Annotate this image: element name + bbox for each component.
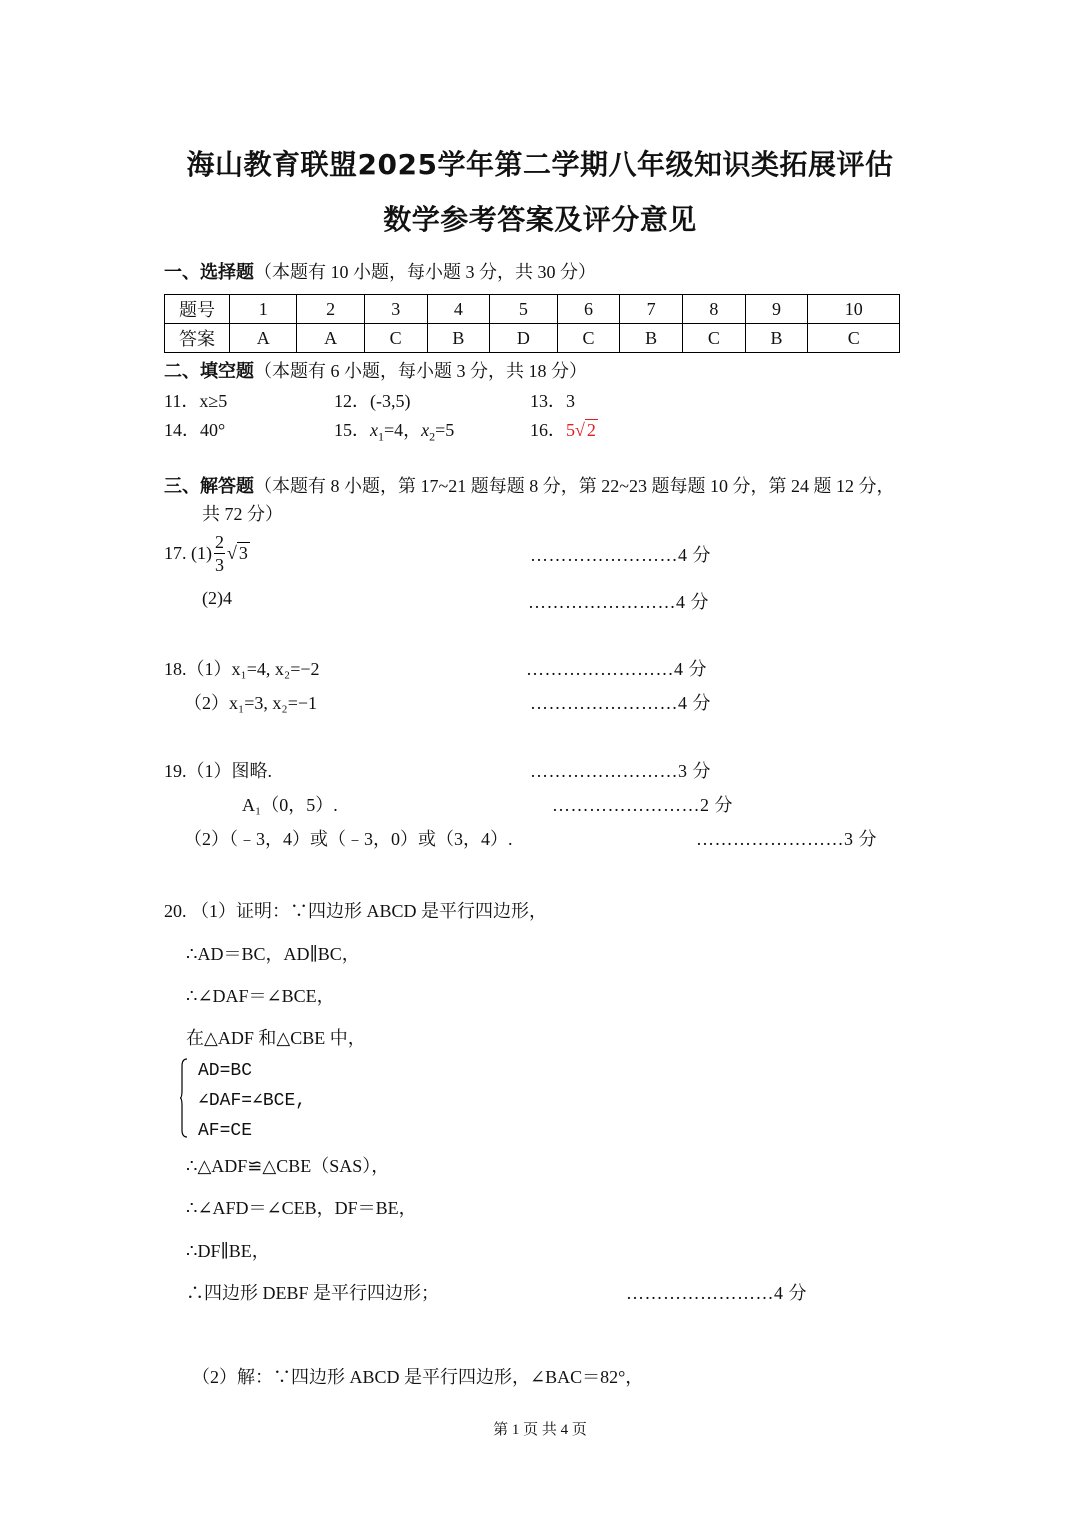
table-header-number: 题号 bbox=[165, 295, 230, 324]
q20-line5: ∴△ADF≌△CBE（SAS）， bbox=[186, 1156, 390, 1176]
table-cell-number: 10 bbox=[808, 295, 900, 324]
table-cell-number: 9 bbox=[745, 295, 808, 324]
q20-line9: （2）解：∵四边形 ABCD 是平行四边形，∠BAC＝82°， bbox=[192, 1367, 644, 1387]
table-row-numbers bbox=[165, 295, 900, 324]
fill-q14: 14．40° bbox=[164, 420, 226, 440]
q19-part2: （2）（﹣3，4）或（﹣3，0）或（3，4）. bbox=[184, 829, 513, 849]
q20-line8: ∴四边形 DEBF 是平行四边形； bbox=[186, 1283, 440, 1303]
q20-line4: 在△ADF 和△CBE 中， bbox=[186, 1028, 366, 1048]
fill-q13: 13．3 bbox=[530, 391, 575, 411]
fill-q16 bbox=[530, 416, 598, 442]
title-line2: 数学参考答案及评分意见 bbox=[383, 203, 697, 236]
q20-line1: 20. （1）证明：∵四边形 ABCD 是平行四边形， bbox=[164, 901, 548, 921]
table-row-answers bbox=[165, 324, 900, 353]
system-line1: AD=BC bbox=[198, 1061, 253, 1081]
q18-p2-score: ……………………4 分 bbox=[530, 693, 711, 713]
q15-x2: =5 bbox=[435, 420, 455, 440]
table-cell-number: 6 bbox=[557, 295, 620, 324]
title-line1: 海山教育联盟2025学年第二学期八年级知识类拓展评估 bbox=[186, 148, 894, 181]
q16-answer: 5√ 2 bbox=[566, 420, 596, 440]
answer-table bbox=[164, 294, 900, 353]
table-cell-answer: B bbox=[620, 324, 683, 353]
table-cell-answer: B bbox=[745, 324, 808, 353]
section3-desc2: 共 72 分） bbox=[202, 504, 283, 524]
q19-a1: A₁（0，5）. bbox=[242, 795, 338, 815]
q19-a1-score: ……………………2 分 bbox=[552, 795, 733, 815]
q20-line2: ∴AD＝BC，AD∥BC， bbox=[186, 944, 360, 964]
q17-part2: (2)4 bbox=[202, 588, 232, 608]
page-footer: 第 1 页 共 4 页 bbox=[493, 1422, 587, 1438]
table-cell-answer: D bbox=[490, 324, 557, 353]
table-cell-answer: C bbox=[557, 324, 620, 353]
table-cell-answer: C bbox=[683, 324, 746, 353]
q17-p2-score: ……………………4 分 bbox=[528, 592, 709, 612]
left-brace-icon bbox=[180, 1058, 188, 1138]
q18-part2: （2）x₁=3, x₂=−1 bbox=[184, 693, 318, 713]
q18-p1-score: ……………………4 分 bbox=[526, 659, 707, 679]
q20-line3: ∴∠DAF＝∠BCE， bbox=[186, 986, 335, 1006]
table-cell-number: 7 bbox=[620, 295, 683, 324]
table-cell-number: 8 bbox=[683, 295, 746, 324]
q16-prefix: 16． bbox=[530, 420, 566, 440]
q15-prefix: 15． bbox=[334, 420, 370, 440]
section2-desc: （本题有 6 小题，每小题 3 分，共 18 分） bbox=[254, 361, 587, 381]
section2-label: 二、填空题 bbox=[164, 361, 254, 382]
q20-line6: ∴∠AFD＝∠CEB，DF＝BE， bbox=[186, 1198, 417, 1218]
fill-q12: 12．(-3,5) bbox=[334, 391, 411, 411]
q18-part1: 18.（1）x₁=4, x₂=−2 bbox=[164, 659, 320, 679]
table-cell-answer: C bbox=[808, 324, 900, 353]
section3-desc: （本题有 8 小题，第 17~21 题每题 8 分，第 22~23 题每题 10 分，第 24 题 12 分， bbox=[254, 476, 895, 496]
fill-q15: 15．$x_1=4$，$x_2=5$ bbox=[334, 420, 455, 444]
table-cell-answer: C bbox=[364, 324, 427, 353]
table-cell-number: 1 bbox=[230, 295, 297, 324]
fill-q11: 11．x≥5 bbox=[164, 391, 228, 411]
section1-heading bbox=[164, 258, 596, 284]
table-cell-answer: A bbox=[230, 324, 297, 353]
section1-desc: （本题有 10 小题，每小题 3 分，共 30 分） bbox=[254, 262, 596, 282]
system-line2: ∠DAF=∠BCE, bbox=[198, 1091, 307, 1111]
q19-p1-score: ……………………3 分 bbox=[530, 761, 711, 781]
q20-l8-score: ……………………4 分 bbox=[626, 1283, 807, 1303]
section3-heading bbox=[164, 472, 894, 498]
q20-line7: ∴DF∥BE， bbox=[186, 1241, 270, 1261]
q17-fraction: $\frac{2}{3}$ bbox=[215, 531, 224, 575]
table-cell-number: 2 bbox=[297, 295, 364, 324]
q19-part1: 19.（1）图略. bbox=[164, 761, 272, 781]
q20-equation-system bbox=[186, 1056, 306, 1146]
table-cell-answer: A bbox=[297, 324, 364, 353]
section1-label: 一、选择题 bbox=[164, 262, 254, 283]
section3-label: 三、解答题 bbox=[164, 476, 254, 497]
q19-p2-score: ……………………3 分 bbox=[696, 829, 877, 849]
q17-part1: 17. (1) $\frac{2}{3}$ √ 3 bbox=[164, 531, 248, 575]
table-cell-number: 3 bbox=[364, 295, 427, 324]
table-cell-number: 4 bbox=[427, 295, 490, 324]
system-line3: AF=CE bbox=[198, 1121, 253, 1141]
q15-x1: =4， bbox=[384, 420, 422, 440]
q17-p1-score: ……………………4 分 bbox=[530, 545, 711, 565]
table-cell-answer: B bbox=[427, 324, 490, 353]
table-cell-number: 5 bbox=[490, 295, 557, 324]
table-header-answer: 答案 bbox=[165, 324, 230, 353]
section2-heading bbox=[164, 357, 587, 383]
